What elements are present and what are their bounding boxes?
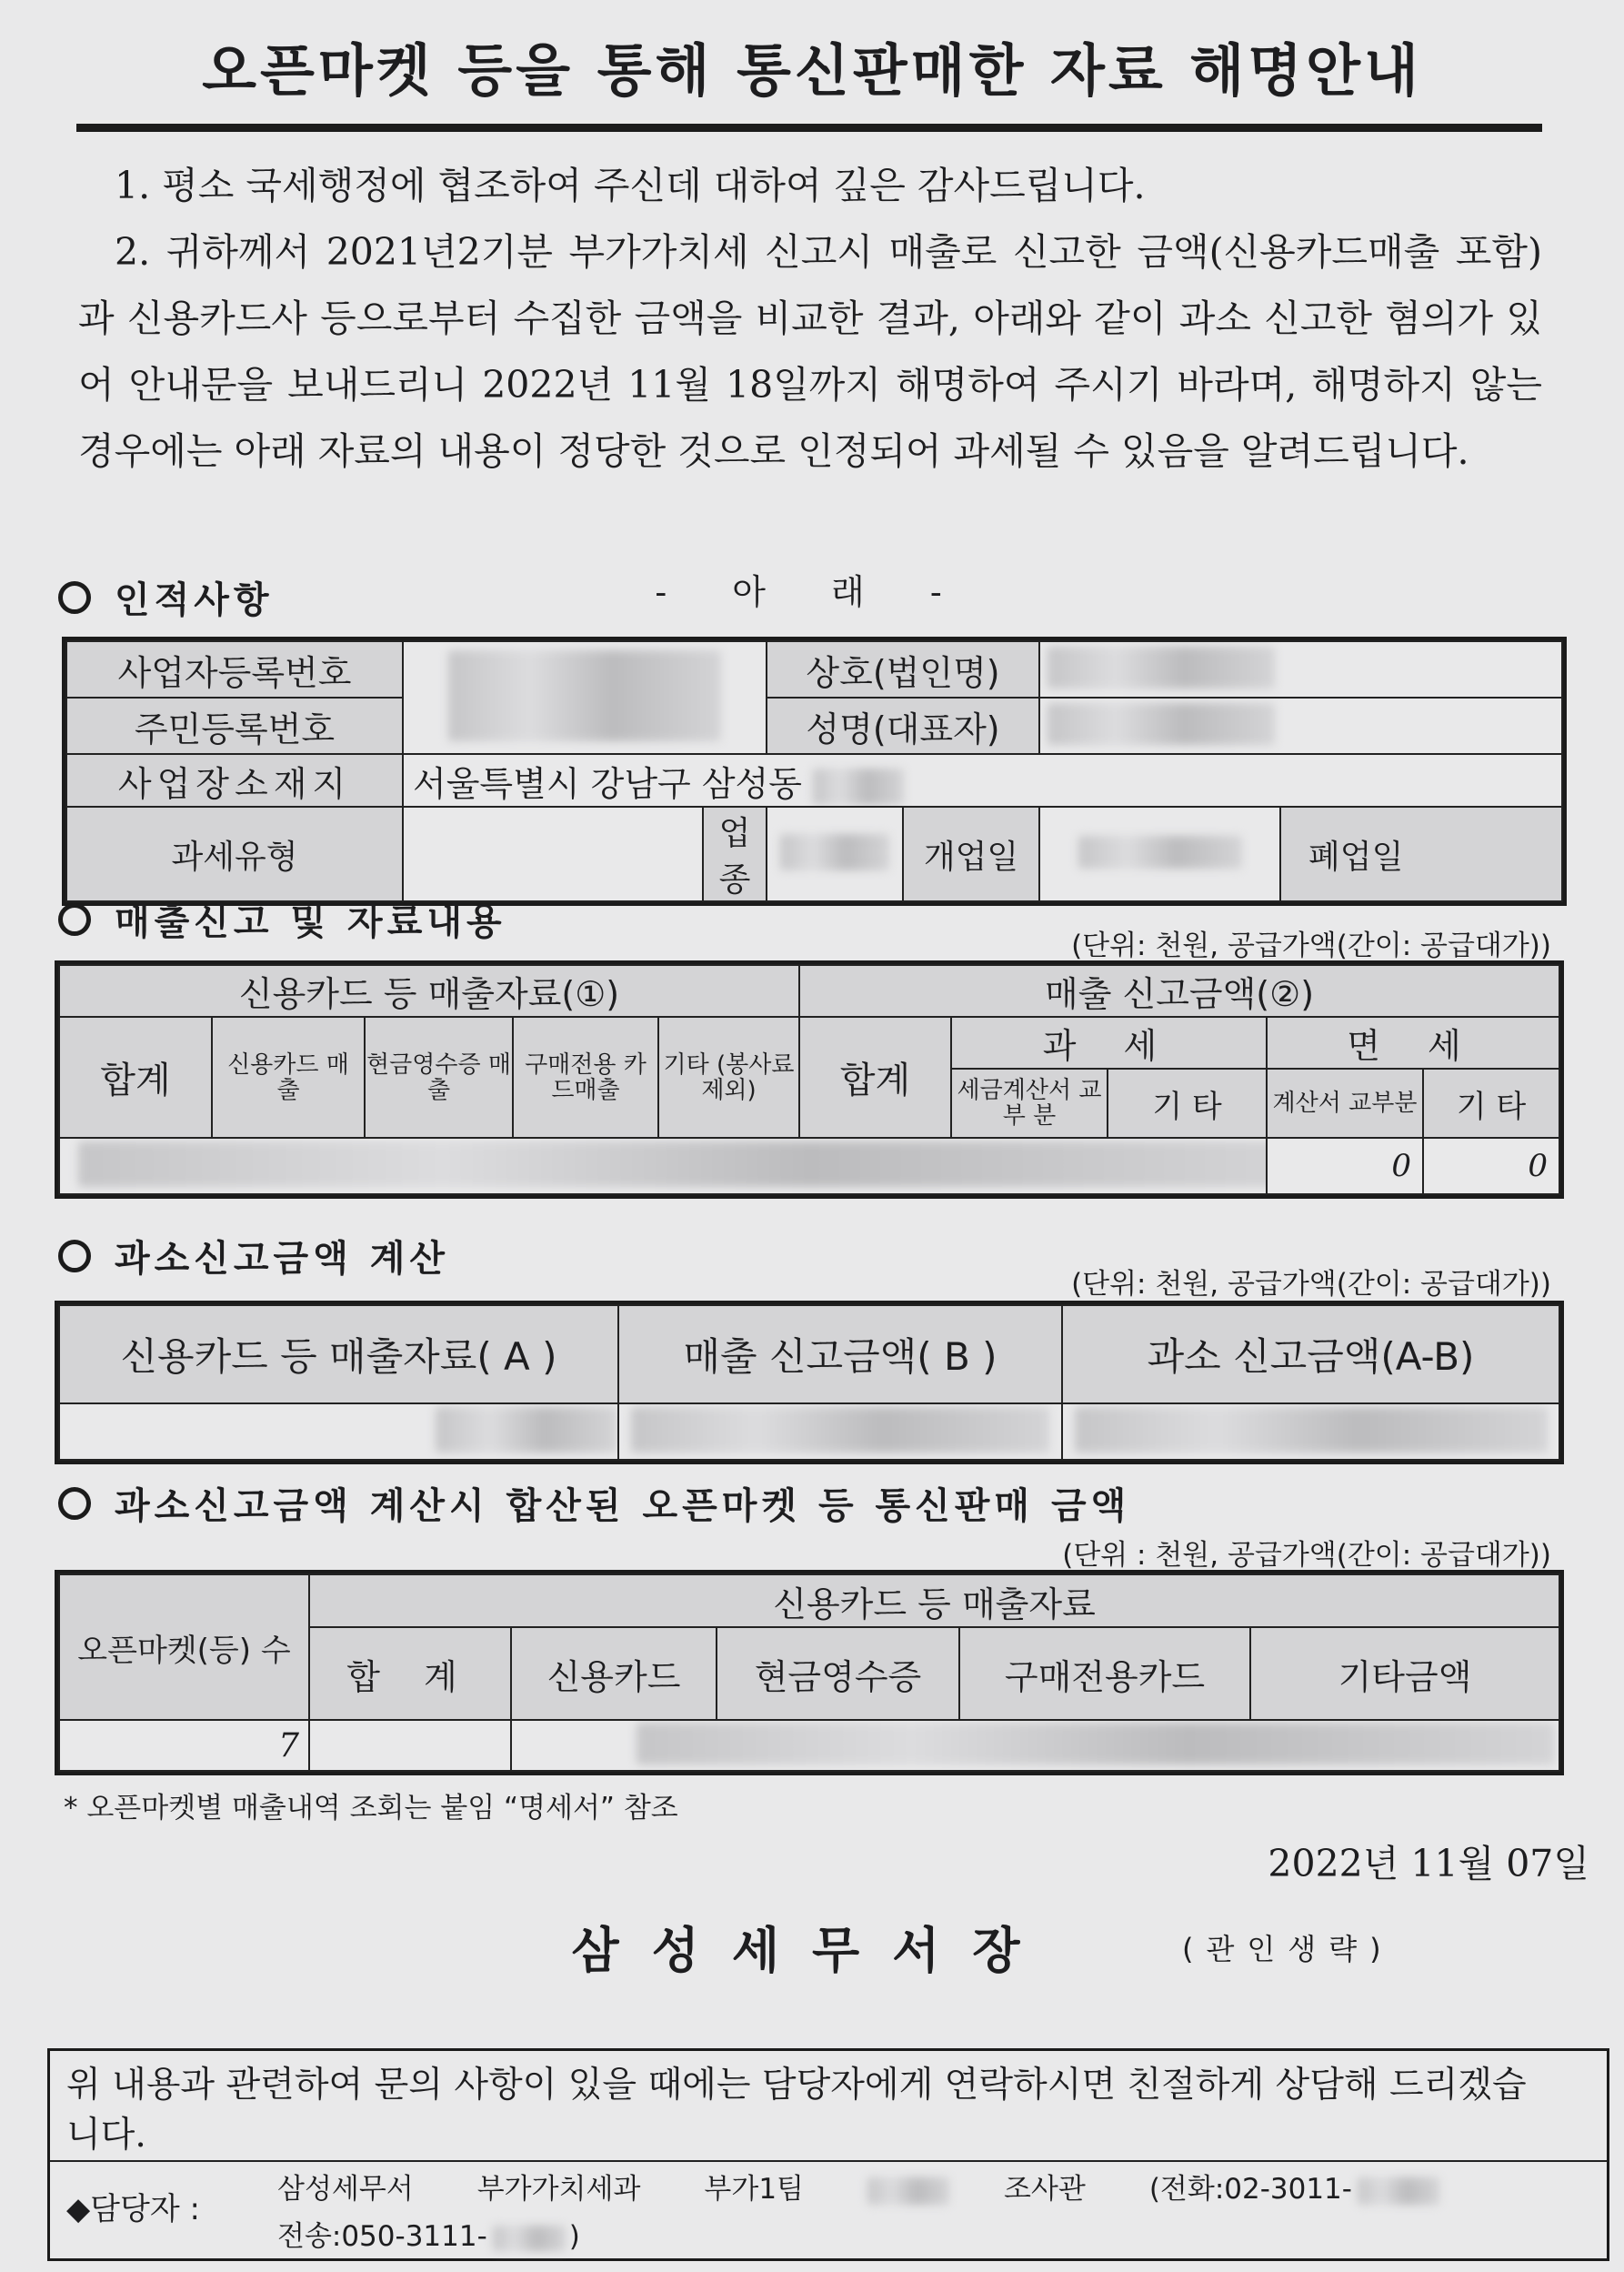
exempt-other-header: 기 타	[1423, 1069, 1559, 1138]
om-purchase-card-header: 구매전용카드	[959, 1627, 1250, 1720]
issue-date: 2022년 11월 07일	[1268, 1842, 1589, 1885]
section-personal-info-heading	[58, 571, 274, 623]
tax-type-label: 과세유형	[66, 807, 403, 901]
invoice-header: 계산서 교부분	[1267, 1069, 1423, 1138]
resident-no-label: 주민등록번호	[66, 698, 403, 754]
contact-phone: (전화:02-3011-	[1148, 2173, 1352, 2206]
intro-p2: 2. 귀하께서 2021년2기분 부가가치세 신고시 매출로 신고한 금액(신용카드매출 포함)과 신용카드사 등으로부터 수집한 금액을 비교한 결과, 아래와 같이 과소 신고한 혐의가 있어 안내문을 보내드리니 2022년 11월 18일까지 해명하여 주시기 바라며, 해명하지 않는 경우에는 아래 자료의 내용이 정당한 것으로 인정되어 과세될 수 있음을 알려드립니다.	[78, 230, 1542, 473]
col-ab-header: 과소 신고금액(A-B)	[1062, 1305, 1559, 1403]
section-title: 과소신고금액 계산시 합산된 오픈마켓 등 통신판매 금액	[115, 1485, 1131, 1527]
biz-reg-no-value	[403, 641, 767, 754]
purchase-card-header: 구매전용 카드매출	[513, 1017, 658, 1138]
contact-divider	[50, 2160, 1607, 2162]
intro-p1: 1. 평소 국세행정에 협조하여 주신데 대하여 깊은 감사드립니다.	[115, 164, 1146, 207]
industry-value	[767, 807, 903, 901]
close-date-label: 폐업일	[1280, 807, 1562, 901]
contact-label: ◆담당자 :	[66, 2191, 200, 2227]
circle-bullet-icon	[58, 1487, 91, 1520]
contact-box	[47, 2048, 1609, 2261]
section-title: 과소신고금액 계산	[115, 1238, 450, 1280]
exempt-header: 면 세	[1267, 1017, 1559, 1069]
openmarket-table	[58, 1573, 1560, 1772]
contact-office: 삼성세무서	[277, 2173, 414, 2206]
tax-type-value	[403, 807, 703, 901]
om-card-header: 신용카드	[511, 1627, 717, 1720]
rep-name-value	[1039, 698, 1562, 754]
openmarket-group-header: 신용카드 등 매출자료	[309, 1574, 1559, 1627]
col-b-value	[618, 1403, 1062, 1460]
contact-info	[277, 2166, 1587, 2260]
card-sales-group-header: 신용카드 등 매출자료(①)	[59, 965, 799, 1017]
rep-name-label: 성명(대표자)	[767, 698, 1039, 754]
circle-bullet-icon	[58, 903, 91, 936]
exempt-other-value: 0	[1423, 1138, 1559, 1194]
reported-sales-group-header: 매출 신고금액(②)	[799, 965, 1559, 1017]
contact-message: 위 내용과 관련하여 문의 사항이 있을 때에는 담당자에게 연락하시면 친절하게 상담해 드리겠습니다.	[66, 2065, 1527, 2156]
section-openmarket-heading	[58, 1477, 1130, 1529]
contact-dept: 부가가치세과	[476, 2173, 641, 2206]
circle-bullet-icon	[58, 581, 91, 614]
fax-redacted	[493, 2226, 566, 2251]
taxable-other-header: 기 타	[1108, 1069, 1267, 1138]
om-total-header: 합 계	[309, 1627, 511, 1720]
open-date-label: 개업일	[903, 807, 1039, 901]
section-underreport-heading	[58, 1230, 449, 1282]
tax-invoice-header: 세금계산서 교 부 분	[951, 1069, 1108, 1138]
market-count-header: 오픈마켓(등) 수	[59, 1574, 309, 1720]
tax-office-name: 삼성세무서장	[571, 1922, 1053, 1979]
card-sales-header: 신용카드 매 출	[212, 1017, 365, 1138]
address-value: 서울특별시 강남구 삼성동	[413, 763, 802, 804]
col-a-header: 신용카드 등 매출자료( A )	[59, 1305, 618, 1403]
address-value-cell	[403, 754, 1562, 807]
om-cash-header: 현금영수증	[717, 1627, 959, 1720]
seal-omitted-label: (관인생략)	[1182, 1932, 1394, 1966]
title-divider	[76, 124, 1542, 132]
contact-role: 조사관	[1003, 2173, 1086, 2206]
sales-values-row	[59, 1138, 1267, 1194]
sales-data-table	[58, 964, 1560, 1195]
underreport-table	[58, 1304, 1560, 1461]
center-label: - 아 래 -	[655, 572, 969, 612]
om-other-header: 기타금액	[1250, 1627, 1559, 1720]
personal-info-table	[65, 640, 1563, 902]
om-values-row	[511, 1720, 1559, 1771]
biz-reg-no-label: 사업자등록번호	[66, 641, 403, 698]
trade-name-label: 상호(법인명)	[767, 641, 1039, 698]
phone-redacted	[1358, 2177, 1439, 2205]
exempt-invoice-value: 0	[1267, 1138, 1423, 1194]
note-text: * 오픈마켓별 매출내역 조회는 붙임 “명세서” 참조	[64, 1792, 678, 1825]
col-b-header: 매출 신고금액( B )	[618, 1305, 1062, 1403]
circle-bullet-icon	[58, 1240, 91, 1272]
document-title: 오픈마켓 등을 통해 통신판매한 자료 해명안내	[202, 37, 1422, 104]
industry-label: 업종	[703, 807, 767, 901]
contact-team: 부가1팀	[704, 2173, 804, 2206]
contact-fax-close: )	[568, 2220, 580, 2253]
section3-unit: (단위: 천원, 공급가액(간이: 공급대가))	[1071, 1268, 1551, 1301]
om-total-value	[309, 1720, 511, 1771]
reported-total-header: 합계	[799, 1017, 951, 1138]
cash-receipt-header: 현금영수증 매 출	[365, 1017, 513, 1138]
section4-unit: (단위 : 천원, 공급가액(간이: 공급대가))	[1062, 1539, 1551, 1572]
section-title: 매출신고 및 자료내용	[115, 901, 506, 943]
contact-name-redacted	[867, 2177, 949, 2205]
section-title: 인적사항	[115, 579, 274, 621]
other-header: 기타 (봉사료 제외)	[658, 1017, 799, 1138]
intro-paragraphs	[78, 153, 1542, 485]
open-date-value	[1039, 807, 1280, 901]
total-header: 합계	[59, 1017, 212, 1138]
section2-unit: (단위: 천원, 공급가액(간이: 공급대가))	[1071, 930, 1551, 962]
trade-name-value	[1039, 641, 1562, 698]
contact-fax: 전송:050-3111-	[277, 2220, 487, 2253]
col-a-value	[59, 1403, 618, 1460]
col-ab-value	[1062, 1403, 1559, 1460]
address-label: 사업장소재지	[66, 754, 403, 807]
section-sales-heading	[58, 893, 506, 945]
taxable-header: 과 세	[951, 1017, 1267, 1069]
market-count-value: 7	[59, 1720, 309, 1771]
